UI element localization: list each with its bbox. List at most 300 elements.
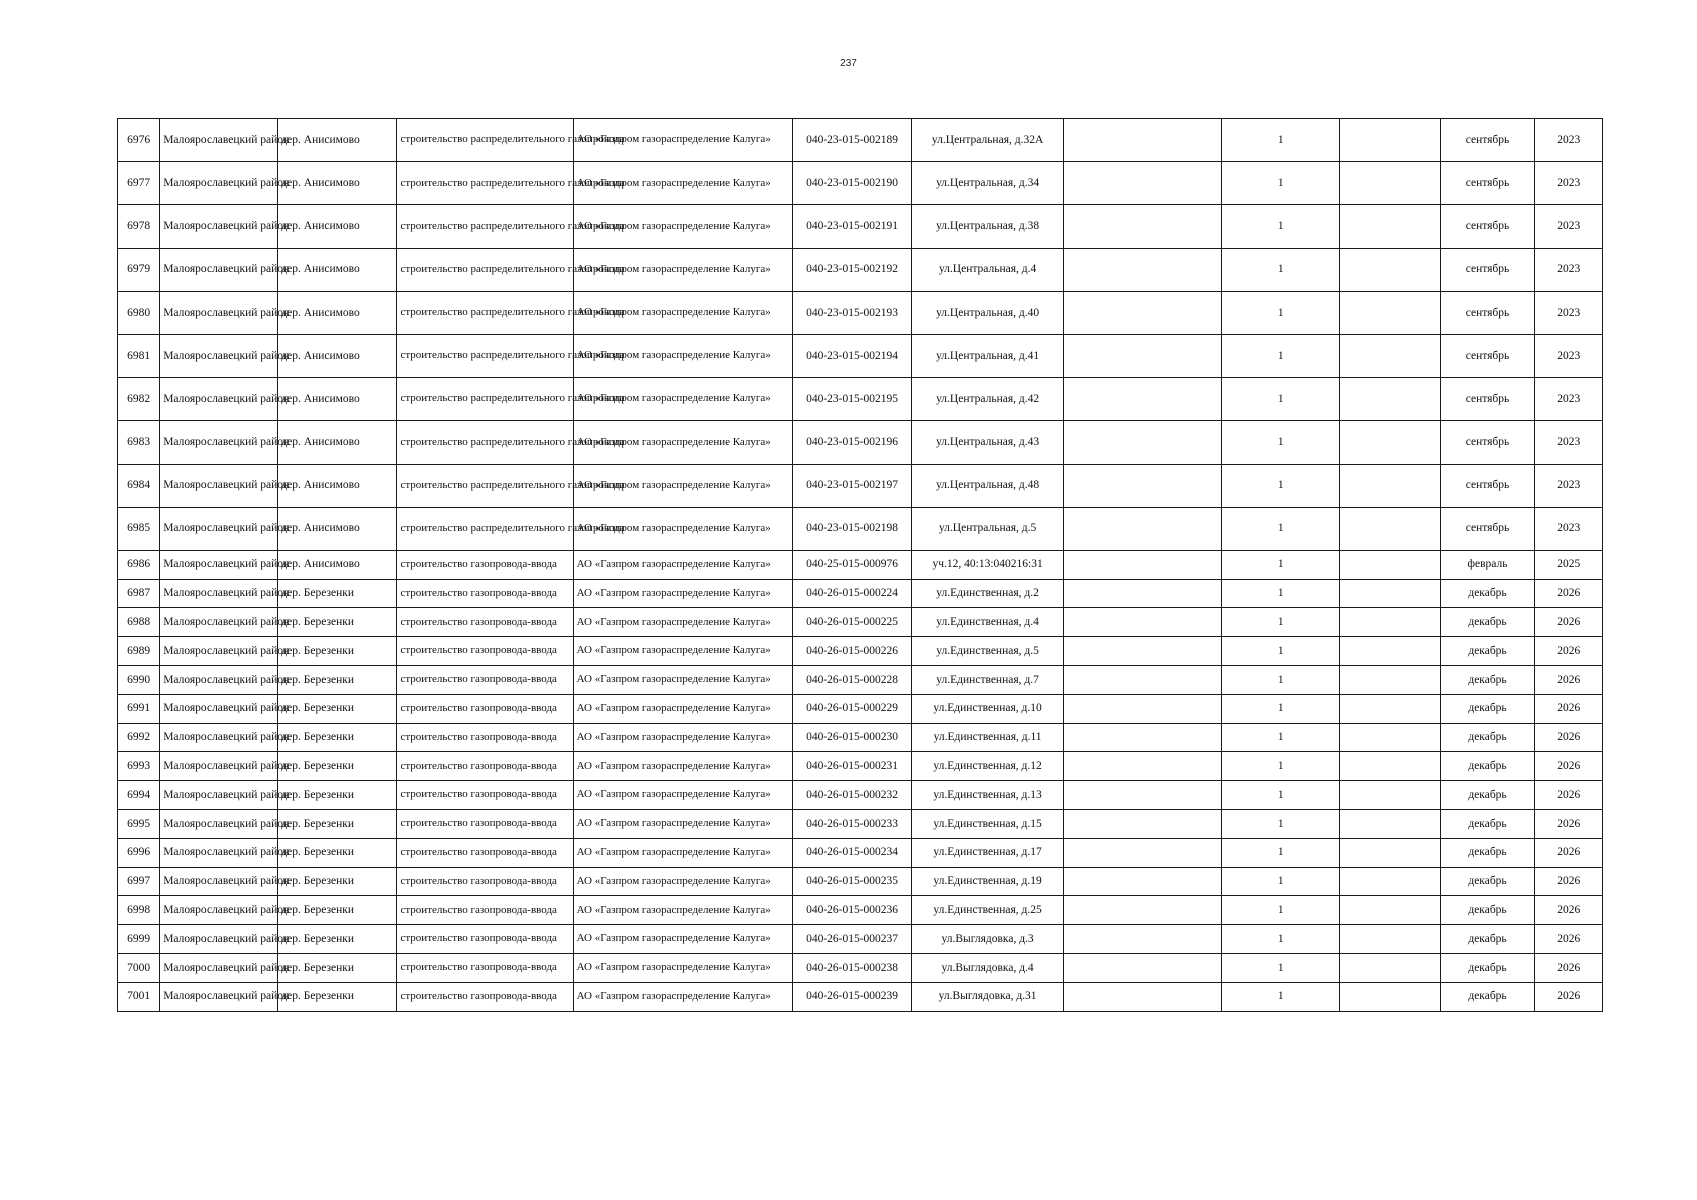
quantity-cell: 1 (1222, 550, 1340, 579)
work-type-cell: строительство газопровода-ввода (397, 752, 573, 781)
work-type-cell: строительство распределительного газопровода (397, 421, 573, 464)
locality-cell: дер. Березенки (278, 752, 397, 781)
locality-cell: дер. Березенки (278, 982, 397, 1011)
year-cell: 2023 (1535, 334, 1603, 377)
empty-cell (1064, 925, 1222, 954)
month-cell: декабрь (1440, 608, 1535, 637)
table-row (118, 810, 1603, 839)
work-type-cell: строительство газопровода-ввода (397, 838, 573, 867)
table-row (118, 666, 1603, 695)
month-cell: сентябрь (1440, 421, 1535, 464)
district-cell: Малоярославецкий район (160, 248, 278, 291)
organization-cell: АО «Газпром газораспределение Калуга» (573, 954, 792, 983)
empty-cell (1340, 248, 1440, 291)
address-cell: ул.Центральная, д.41 (912, 334, 1064, 377)
register-table (117, 118, 1603, 1012)
empty-cell (1064, 464, 1222, 507)
address-cell: ул.Единственная, д.19 (912, 867, 1064, 896)
row-number-cell: 6984 (118, 464, 160, 507)
year-cell: 2023 (1535, 291, 1603, 334)
year-cell: 2026 (1535, 666, 1603, 695)
table-row (118, 205, 1603, 248)
object-code-cell: 040-26-015-000225 (792, 608, 911, 637)
district-cell: Малоярославецкий район (160, 637, 278, 666)
year-cell: 2026 (1535, 982, 1603, 1011)
organization-cell: АО «Газпром газораспределение Калуга» (573, 925, 792, 954)
table-row (118, 507, 1603, 550)
object-code-cell: 040-26-015-000231 (792, 752, 911, 781)
quantity-cell: 1 (1222, 810, 1340, 839)
year-cell: 2026 (1535, 579, 1603, 608)
table-row (118, 723, 1603, 752)
year-cell: 2026 (1535, 723, 1603, 752)
quantity-cell: 1 (1222, 637, 1340, 666)
table-row (118, 954, 1603, 983)
row-number-cell: 6992 (118, 723, 160, 752)
object-code-cell: 040-23-015-002191 (792, 205, 911, 248)
table-row (118, 291, 1603, 334)
address-cell: ул.Единственная, д.10 (912, 694, 1064, 723)
object-code-cell: 040-23-015-002193 (792, 291, 911, 334)
empty-cell (1340, 896, 1440, 925)
address-cell: ул.Выглядовка, д.31 (912, 982, 1064, 1011)
district-cell: Малоярославецкий район (160, 507, 278, 550)
empty-cell (1340, 579, 1440, 608)
district-cell: Малоярославецкий район (160, 608, 278, 637)
district-cell: Малоярославецкий район (160, 378, 278, 421)
year-cell: 2026 (1535, 781, 1603, 810)
month-cell: декабрь (1440, 925, 1535, 954)
empty-cell (1064, 838, 1222, 867)
work-type-cell: строительство газопровода-ввода (397, 982, 573, 1011)
address-cell: ул.Центральная, д.32А (912, 119, 1064, 162)
district-cell: Малоярославецкий район (160, 925, 278, 954)
organization-cell: АО «Газпром газораспределение Калуга» (573, 464, 792, 507)
object-code-cell: 040-23-015-002194 (792, 334, 911, 377)
district-cell: Малоярославецкий район (160, 550, 278, 579)
empty-cell (1340, 838, 1440, 867)
object-code-cell: 040-26-015-000226 (792, 637, 911, 666)
organization-cell: АО «Газпром газораспределение Калуга» (573, 119, 792, 162)
district-cell: Малоярославецкий район (160, 838, 278, 867)
work-type-cell: строительство распределительного газопровода (397, 119, 573, 162)
locality-cell: дер. Анисимово (278, 550, 397, 579)
month-cell: сентябрь (1440, 162, 1535, 205)
row-number-cell: 6996 (118, 838, 160, 867)
empty-cell (1064, 248, 1222, 291)
quantity-cell: 1 (1222, 162, 1340, 205)
month-cell: декабрь (1440, 666, 1535, 695)
empty-cell (1340, 334, 1440, 377)
month-cell: декабрь (1440, 867, 1535, 896)
district-cell: Малоярославецкий район (160, 205, 278, 248)
organization-cell: АО «Газпром газораспределение Калуга» (573, 637, 792, 666)
row-number-cell: 6997 (118, 867, 160, 896)
locality-cell: дер. Березенки (278, 666, 397, 695)
empty-cell (1064, 637, 1222, 666)
month-cell: декабрь (1440, 637, 1535, 666)
month-cell: декабрь (1440, 781, 1535, 810)
address-cell: ул.Единственная, д.2 (912, 579, 1064, 608)
organization-cell: АО «Газпром газораспределение Калуга» (573, 205, 792, 248)
work-type-cell: строительство газопровода-ввода (397, 954, 573, 983)
month-cell: сентябрь (1440, 334, 1535, 377)
district-cell: Малоярославецкий район (160, 867, 278, 896)
month-cell: декабрь (1440, 838, 1535, 867)
table-row (118, 925, 1603, 954)
empty-cell (1340, 781, 1440, 810)
object-code-cell: 040-26-015-000234 (792, 838, 911, 867)
district-cell: Малоярославецкий район (160, 781, 278, 810)
year-cell: 2023 (1535, 378, 1603, 421)
quantity-cell: 1 (1222, 925, 1340, 954)
year-cell: 2023 (1535, 162, 1603, 205)
object-code-cell: 040-26-015-000233 (792, 810, 911, 839)
row-number-cell: 6985 (118, 507, 160, 550)
empty-cell (1340, 752, 1440, 781)
work-type-cell: строительство газопровода-ввода (397, 810, 573, 839)
month-cell: декабрь (1440, 896, 1535, 925)
object-code-cell: 040-26-015-000239 (792, 982, 911, 1011)
locality-cell: дер. Березенки (278, 896, 397, 925)
table-row (118, 248, 1603, 291)
address-cell: ул.Центральная, д.48 (912, 464, 1064, 507)
empty-cell (1064, 752, 1222, 781)
work-type-cell: строительство распределительного газопровода (397, 378, 573, 421)
empty-cell (1064, 867, 1222, 896)
object-code-cell: 040-23-015-002190 (792, 162, 911, 205)
object-code-cell: 040-23-015-002189 (792, 119, 911, 162)
locality-cell: дер. Анисимово (278, 119, 397, 162)
row-number-cell: 6991 (118, 694, 160, 723)
month-cell: сентябрь (1440, 507, 1535, 550)
quantity-cell: 1 (1222, 723, 1340, 752)
empty-cell (1340, 925, 1440, 954)
address-cell: уч.12, 40:13:040216:31 (912, 550, 1064, 579)
locality-cell: дер. Березенки (278, 838, 397, 867)
empty-cell (1064, 334, 1222, 377)
empty-cell (1064, 781, 1222, 810)
empty-cell (1064, 291, 1222, 334)
district-cell: Малоярославецкий район (160, 810, 278, 839)
address-cell: ул.Единственная, д.25 (912, 896, 1064, 925)
organization-cell: АО «Газпром газораспределение Калуга» (573, 838, 792, 867)
year-cell: 2026 (1535, 637, 1603, 666)
empty-cell (1340, 982, 1440, 1011)
table-row (118, 464, 1603, 507)
empty-cell (1340, 119, 1440, 162)
row-number-cell: 6981 (118, 334, 160, 377)
table-row (118, 781, 1603, 810)
work-type-cell: строительство распределительного газопровода (397, 334, 573, 377)
table-row (118, 378, 1603, 421)
month-cell: сентябрь (1440, 205, 1535, 248)
object-code-cell: 040-23-015-002197 (792, 464, 911, 507)
work-type-cell: строительство распределительного газопровода (397, 507, 573, 550)
empty-cell (1064, 507, 1222, 550)
quantity-cell: 1 (1222, 205, 1340, 248)
month-cell: декабрь (1440, 723, 1535, 752)
table-row (118, 867, 1603, 896)
row-number-cell: 6980 (118, 291, 160, 334)
address-cell: ул.Единственная, д.4 (912, 608, 1064, 637)
locality-cell: дер. Анисимово (278, 378, 397, 421)
locality-cell: дер. Анисимово (278, 421, 397, 464)
locality-cell: дер. Анисимово (278, 464, 397, 507)
empty-cell (1064, 421, 1222, 464)
district-cell: Малоярославецкий район (160, 291, 278, 334)
row-number-cell: 6978 (118, 205, 160, 248)
month-cell: сентябрь (1440, 378, 1535, 421)
quantity-cell: 1 (1222, 334, 1340, 377)
object-code-cell: 040-23-015-002198 (792, 507, 911, 550)
address-cell: ул.Единственная, д.11 (912, 723, 1064, 752)
table-row (118, 334, 1603, 377)
quantity-cell: 1 (1222, 421, 1340, 464)
locality-cell: дер. Анисимово (278, 334, 397, 377)
empty-cell (1340, 507, 1440, 550)
empty-cell (1064, 694, 1222, 723)
organization-cell: АО «Газпром газораспределение Калуга» (573, 666, 792, 695)
object-code-cell: 040-26-015-000230 (792, 723, 911, 752)
locality-cell: дер. Березенки (278, 637, 397, 666)
locality-cell: дер. Анисимово (278, 291, 397, 334)
table-row (118, 896, 1603, 925)
empty-cell (1340, 205, 1440, 248)
address-cell: ул.Выглядовка, д.3 (912, 925, 1064, 954)
year-cell: 2026 (1535, 954, 1603, 983)
empty-cell (1340, 637, 1440, 666)
object-code-cell: 040-26-015-000229 (792, 694, 911, 723)
year-cell: 2026 (1535, 608, 1603, 637)
district-cell: Малоярославецкий район (160, 579, 278, 608)
district-cell: Малоярославецкий район (160, 334, 278, 377)
address-cell: ул.Центральная, д.34 (912, 162, 1064, 205)
empty-cell (1340, 464, 1440, 507)
year-cell: 2023 (1535, 507, 1603, 550)
month-cell: сентябрь (1440, 119, 1535, 162)
work-type-cell: строительство газопровода-ввода (397, 781, 573, 810)
empty-cell (1340, 291, 1440, 334)
locality-cell: дер. Березенки (278, 867, 397, 896)
address-cell: ул.Единственная, д.5 (912, 637, 1064, 666)
table-row (118, 637, 1603, 666)
row-number-cell: 6993 (118, 752, 160, 781)
table-row (118, 421, 1603, 464)
locality-cell: дер. Березенки (278, 810, 397, 839)
work-type-cell: строительство распределительного газопровода (397, 464, 573, 507)
work-type-cell: строительство газопровода-ввода (397, 666, 573, 695)
year-cell: 2023 (1535, 248, 1603, 291)
locality-cell: дер. Анисимово (278, 248, 397, 291)
locality-cell: дер. Березенки (278, 608, 397, 637)
object-code-cell: 040-26-015-000237 (792, 925, 911, 954)
address-cell: ул.Центральная, д.40 (912, 291, 1064, 334)
month-cell: сентябрь (1440, 248, 1535, 291)
year-cell: 2023 (1535, 205, 1603, 248)
empty-cell (1064, 378, 1222, 421)
work-type-cell: строительство газопровода-ввода (397, 608, 573, 637)
empty-cell (1340, 723, 1440, 752)
quantity-cell: 1 (1222, 666, 1340, 695)
organization-cell: АО «Газпром газораспределение Калуга» (573, 421, 792, 464)
work-type-cell: строительство газопровода-ввода (397, 550, 573, 579)
address-cell: ул.Единственная, д.12 (912, 752, 1064, 781)
organization-cell: АО «Газпром газораспределение Калуга» (573, 334, 792, 377)
table-row (118, 752, 1603, 781)
empty-cell (1340, 608, 1440, 637)
object-code-cell: 040-25-015-000976 (792, 550, 911, 579)
district-cell: Малоярославецкий район (160, 694, 278, 723)
year-cell: 2026 (1535, 752, 1603, 781)
organization-cell: АО «Газпром газораспределение Калуга» (573, 896, 792, 925)
work-type-cell: строительство распределительного газопровода (397, 291, 573, 334)
row-number-cell: 6986 (118, 550, 160, 579)
object-code-cell: 040-26-015-000235 (792, 867, 911, 896)
month-cell: декабрь (1440, 694, 1535, 723)
empty-cell (1340, 378, 1440, 421)
quantity-cell: 1 (1222, 982, 1340, 1011)
address-cell: ул.Центральная, д.4 (912, 248, 1064, 291)
district-cell: Малоярославецкий район (160, 162, 278, 205)
work-type-cell: строительство газопровода-ввода (397, 723, 573, 752)
empty-cell (1340, 666, 1440, 695)
table-row (118, 550, 1603, 579)
row-number-cell: 6990 (118, 666, 160, 695)
empty-cell (1064, 119, 1222, 162)
row-number-cell: 7001 (118, 982, 160, 1011)
empty-cell (1064, 723, 1222, 752)
quantity-cell: 1 (1222, 781, 1340, 810)
organization-cell: АО «Газпром газораспределение Калуга» (573, 982, 792, 1011)
address-cell: ул.Единственная, д.15 (912, 810, 1064, 839)
locality-cell: дер. Березенки (278, 925, 397, 954)
locality-cell: дер. Березенки (278, 781, 397, 810)
month-cell: декабрь (1440, 579, 1535, 608)
quantity-cell: 1 (1222, 579, 1340, 608)
row-number-cell: 6987 (118, 579, 160, 608)
year-cell: 2026 (1535, 925, 1603, 954)
district-cell: Малоярославецкий район (160, 666, 278, 695)
row-number-cell: 6976 (118, 119, 160, 162)
quantity-cell: 1 (1222, 119, 1340, 162)
organization-cell: АО «Газпром газораспределение Калуга» (573, 608, 792, 637)
quantity-cell: 1 (1222, 291, 1340, 334)
empty-cell (1340, 694, 1440, 723)
address-cell: ул.Центральная, д.38 (912, 205, 1064, 248)
row-number-cell: 6983 (118, 421, 160, 464)
organization-cell: АО «Газпром газораспределение Калуга» (573, 507, 792, 550)
row-number-cell: 6999 (118, 925, 160, 954)
empty-cell (1340, 867, 1440, 896)
object-code-cell: 040-26-015-000236 (792, 896, 911, 925)
organization-cell: АО «Газпром газораспределение Калуга» (573, 579, 792, 608)
address-cell: ул.Центральная, д.42 (912, 378, 1064, 421)
work-type-cell: строительство газопровода-ввода (397, 896, 573, 925)
work-type-cell: строительство газопровода-ввода (397, 579, 573, 608)
work-type-cell: строительство газопровода-ввода (397, 637, 573, 666)
address-cell: ул.Центральная, д.43 (912, 421, 1064, 464)
row-number-cell: 6989 (118, 637, 160, 666)
organization-cell: АО «Газпром газораспределение Калуга» (573, 291, 792, 334)
district-cell: Малоярославецкий район (160, 464, 278, 507)
quantity-cell: 1 (1222, 608, 1340, 637)
district-cell: Малоярославецкий район (160, 982, 278, 1011)
address-cell: ул.Выглядовка, д.4 (912, 954, 1064, 983)
row-number-cell: 6982 (118, 378, 160, 421)
organization-cell: АО «Газпром газораспределение Калуга» (573, 378, 792, 421)
district-cell: Малоярославецкий район (160, 119, 278, 162)
work-type-cell: строительство газопровода-ввода (397, 925, 573, 954)
district-cell: Малоярославецкий район (160, 896, 278, 925)
empty-cell (1064, 579, 1222, 608)
page-number: 237 (840, 58, 857, 69)
quantity-cell: 1 (1222, 752, 1340, 781)
object-code-cell: 040-26-015-000232 (792, 781, 911, 810)
quantity-cell: 1 (1222, 378, 1340, 421)
organization-cell: АО «Газпром газораспределение Калуга» (573, 162, 792, 205)
row-number-cell: 6994 (118, 781, 160, 810)
quantity-cell: 1 (1222, 867, 1340, 896)
row-number-cell: 6979 (118, 248, 160, 291)
table-row (118, 838, 1603, 867)
organization-cell: АО «Газпром газораспределение Калуга» (573, 752, 792, 781)
object-code-cell: 040-23-015-002195 (792, 378, 911, 421)
quantity-cell: 1 (1222, 248, 1340, 291)
month-cell: декабрь (1440, 954, 1535, 983)
object-code-cell: 040-26-015-000238 (792, 954, 911, 983)
table-row (118, 694, 1603, 723)
row-number-cell: 6998 (118, 896, 160, 925)
organization-cell: АО «Газпром газораспределение Калуга» (573, 781, 792, 810)
month-cell: февраль (1440, 550, 1535, 579)
empty-cell (1064, 162, 1222, 205)
work-type-cell: строительство распределительного газопровода (397, 248, 573, 291)
work-type-cell: строительство газопровода-ввода (397, 867, 573, 896)
locality-cell: дер. Березенки (278, 723, 397, 752)
quantity-cell: 1 (1222, 838, 1340, 867)
locality-cell: дер. Березенки (278, 579, 397, 608)
locality-cell: дер. Анисимово (278, 507, 397, 550)
table-row (118, 982, 1603, 1011)
empty-cell (1340, 954, 1440, 983)
locality-cell: дер. Березенки (278, 954, 397, 983)
table-row (118, 119, 1603, 162)
month-cell: декабрь (1440, 810, 1535, 839)
organization-cell: АО «Газпром газораспределение Калуга» (573, 867, 792, 896)
quantity-cell: 1 (1222, 507, 1340, 550)
locality-cell: дер. Березенки (278, 694, 397, 723)
empty-cell (1064, 810, 1222, 839)
year-cell: 2026 (1535, 694, 1603, 723)
work-type-cell: строительство газопровода-ввода (397, 694, 573, 723)
month-cell: сентябрь (1440, 291, 1535, 334)
month-cell: декабрь (1440, 752, 1535, 781)
year-cell: 2026 (1535, 867, 1603, 896)
quantity-cell: 1 (1222, 464, 1340, 507)
object-code-cell: 040-23-015-002192 (792, 248, 911, 291)
quantity-cell: 1 (1222, 694, 1340, 723)
empty-cell (1340, 550, 1440, 579)
year-cell: 2025 (1535, 550, 1603, 579)
year-cell: 2026 (1535, 896, 1603, 925)
object-code-cell: 040-26-015-000228 (792, 666, 911, 695)
table-row (118, 579, 1603, 608)
district-cell: Малоярославецкий район (160, 954, 278, 983)
row-number-cell: 6988 (118, 608, 160, 637)
organization-cell: АО «Газпром газораспределение Калуга» (573, 248, 792, 291)
quantity-cell: 1 (1222, 896, 1340, 925)
